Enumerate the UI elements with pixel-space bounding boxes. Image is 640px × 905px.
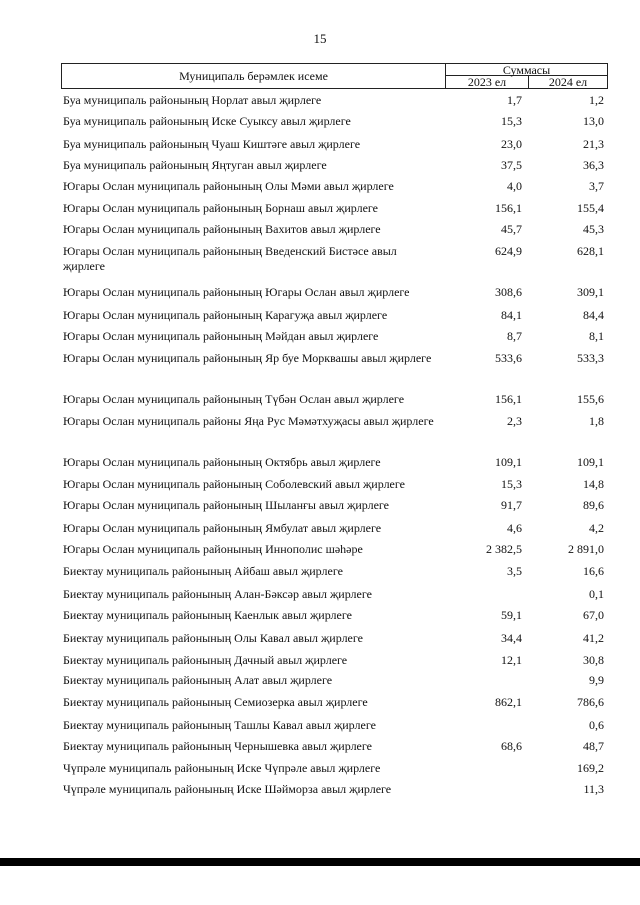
amount-2024: 48,7 [583,739,604,753]
amount-2024: 14,8 [583,477,604,491]
table-row [63,155,608,176]
amount-2024: 9,9 [589,673,604,687]
amount-2023: 15,3 [501,114,522,128]
amount-2023: 1,7 [507,93,522,107]
municipality-name: Югары Ослан муниципаль районының Шыланғы авыл җирлеге [63,498,389,512]
amount-2024: 36,3 [583,158,604,172]
municipality-name: Югары Ослан муниципаль районының Ямбулат авыл җирлеге [63,521,382,535]
amount-2024: 309,1 [577,285,604,299]
amount-2024: 786,6 [577,695,604,709]
table-row [63,692,608,715]
amount-2024: 0,6 [589,718,604,732]
amount-2023: 533,6 [495,351,522,365]
table-row [63,715,608,736]
table-body [63,90,608,801]
amount-2024: 89,6 [583,498,604,512]
municipality-name: Югары Ослан муниципаль районының Иннополис шәһәре [63,542,363,556]
column-header-amount: Суммасы [446,64,607,76]
amount-2023: 2 382,5 [486,542,522,556]
table-row [63,670,608,692]
page-number: 15 [313,31,327,46]
municipality-name: Буа муниципаль районының Норлат авыл җирлеге [63,93,322,107]
amount-2023: 156,1 [495,201,522,215]
table-row [63,305,608,326]
municipality-name: Биектау муниципаль районының Алат авыл җирлеге [63,673,333,687]
amount-2024: 84,4 [583,308,604,322]
municipality-name: Югары Ослан муниципаль районының Введенский Бистәсе авыл җирлеге [63,244,397,273]
amount-2023: 2,3 [507,414,522,428]
municipality-name: Чүпрәле муниципаль районының Иске Чүпрәле авыл җирлеге [63,761,381,775]
amount-2023: 15,3 [501,477,522,491]
scan-edge-bar [0,858,640,866]
table-row [63,241,608,282]
amount-2024: 155,4 [577,201,604,215]
amount-2023: 34,4 [501,631,522,645]
municipality-name: Югары Ослан муниципаль районының Югары Ослан авыл җирлеге [63,285,410,299]
municipality-name: Биектау муниципаль районының Айбаш авыл җирлеге [63,564,343,578]
amount-2023: 4,0 [507,179,522,193]
municipality-name: Биектау муниципаль районының Алан-Бәксәр авыл җирлеге [63,587,372,601]
municipality-name: Биектау муниципаль районының Каенлык авыл җирлеге [63,608,352,622]
table-row [63,348,608,389]
table-row [63,650,608,670]
amount-2023: 91,7 [501,498,522,512]
table-row [63,561,608,584]
amount-2023: 68,6 [501,739,522,753]
table-row [63,495,608,518]
amount-2024: 8,1 [589,329,604,343]
municipality-name: Югары Ослан муниципаль районының Мәйдан авыл җирлеге [63,329,379,343]
table-row [63,605,608,628]
amount-2023: 84,1 [501,308,522,322]
municipality-name: Югары Ослан муниципаль районының Яр буе Морквашы авыл җирлеге [63,351,432,365]
table-row [63,736,608,758]
municipality-name: Биектау муниципаль районының Олы Кавал авыл җирлеге [63,631,363,645]
amount-2023: 23,0 [501,137,522,151]
table-row [63,326,608,348]
column-header-municipality: Муниципаль берәмлек исеме [62,64,446,88]
municipality-name: Биектау муниципаль районының Чернышевка авыл җирлеге [63,739,372,753]
amount-2023: 862,1 [495,695,522,709]
municipality-name: Биектау муниципаль районының Дачный авыл җирлеге [63,653,348,667]
amount-2023: 8,7 [507,329,522,343]
amount-2024: 1,2 [589,93,604,107]
municipality-name: Югары Ослан муниципаль районының Вахитов авыл җирлеге [63,222,381,236]
municipality-name: Биектау муниципаль районының Семиозерка авыл җирлеге [63,695,368,709]
amount-2023: 624,9 [495,244,522,258]
amount-2024: 4,2 [589,521,604,535]
table-row [63,198,608,219]
amount-2023: 109,1 [495,455,522,469]
municipality-name: Чүпрәле муниципаль районының Иске Шәйморза авыл җирлеге [63,782,392,796]
amount-2024: 13,0 [583,114,604,128]
amount-2024: 0,1 [589,587,604,601]
table-row [63,452,608,474]
municipality-name: Югары Ослан муниципаль районының Олы Мәми авыл җирлеге [63,179,394,193]
municipality-name: Югары Ослан муниципаль районының Карагуҗа авыл җирлеге [63,308,388,322]
municipality-name: Буа муниципаль районының Яңтуган авыл җирлеге [63,158,327,172]
amount-2023: 4,6 [507,521,522,535]
table-row [63,90,608,111]
amount-2024: 41,2 [583,631,604,645]
amount-2024: 11,3 [583,782,604,796]
table-row [63,111,608,134]
amount-2024: 2 891,0 [568,542,604,556]
table-row [63,474,608,495]
amount-2024: 1,8 [589,414,604,428]
table-row [63,282,608,305]
municipality-name: Биектау муниципаль районының Ташлы Кавал авыл җирлеге [63,718,376,732]
table-row [63,411,608,452]
amount-2023: 59,1 [501,608,522,622]
amount-2023: 156,1 [495,392,522,406]
amount-2024: 45,3 [583,222,604,236]
municipality-name: Югары Ослан муниципаль районының Борнаш авыл җирлеге [63,201,378,215]
amount-2024: 21,3 [583,137,604,151]
amount-2024: 30,8 [583,653,604,667]
municipality-name: Буа муниципаль районының Чуаш Киштәге авыл җирлеге [63,137,361,151]
municipality-name: Югары Ослан муниципаль районы Яңа Рус Мәмәтхуҗасы авыл җирлеге [63,414,434,428]
table-row [63,176,608,198]
amount-2023: 37,5 [501,158,522,172]
table-row [63,539,608,561]
municipality-name: Югары Ослан муниципаль районының Түбән Ослан авыл җирлеге [63,392,405,406]
table-row [63,584,608,605]
table-row [63,134,608,155]
municipality-name: Югары Ослан муниципаль районының Соболевский авыл җирлеге [63,477,405,491]
amount-2023: 308,6 [495,285,522,299]
table-row [63,219,608,241]
amount-2024: 155,6 [577,392,604,406]
amount-2024: 169,2 [577,761,604,775]
amount-2024: 3,7 [589,179,604,193]
amount-2023: 12,1 [501,653,522,667]
amount-2024: 16,6 [583,564,604,578]
column-header-2024: 2024 ел [548,75,588,89]
table-header [61,63,608,89]
municipality-name: Буа муниципаль районының Иске Суыксу авыл җирлеге [63,114,351,128]
column-header-2023: 2023 ел [446,76,529,88]
amount-2024: 67,0 [583,608,604,622]
table-row [63,518,608,539]
amount-2023: 45,7 [501,222,522,236]
table-row [63,758,608,779]
amount-2023: 3,5 [507,564,522,578]
amount-2024: 109,1 [577,455,604,469]
amount-2024: 628,1 [577,244,604,258]
municipality-name: Югары Ослан муниципаль районының Октябрь авыл җирлеге [63,455,381,469]
amount-2024: 533,3 [577,351,604,365]
table-row [63,628,608,650]
table-row [63,389,608,411]
table-row [63,779,608,801]
